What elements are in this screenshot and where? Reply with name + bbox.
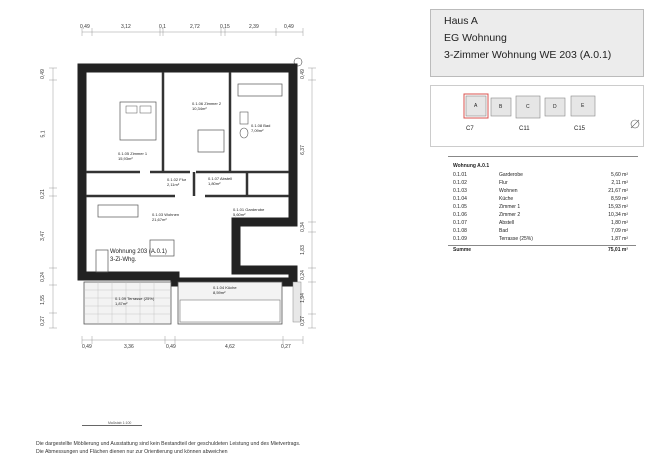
- dim-bottom-3: 0,49: [166, 344, 176, 350]
- dim-bottom-4: 4,62: [225, 344, 235, 350]
- table-top-rule: [448, 156, 638, 157]
- dim-bottom-2: 3,36: [124, 344, 134, 350]
- keyplan-unit-d: D: [553, 104, 557, 110]
- keyplan-label-c11: C11: [519, 126, 530, 132]
- table-title: Wohnung A.0.1: [453, 163, 490, 169]
- table-row: 0.1.02 Flur 2,11 m²: [453, 180, 628, 186]
- keyplan-graphic: [431, 86, 643, 146]
- dim-top-7: 0,49: [284, 24, 294, 30]
- room-label-zimmer1: 0.1.05 Zimmer 1 15,93m²: [118, 151, 148, 161]
- unit-label: [110, 248, 167, 264]
- dim-left-7: 0,27: [39, 316, 46, 326]
- keyplan-label-c15: C15: [574, 126, 586, 132]
- unit-label-1: Wohnung 203 (A.0.1): [110, 249, 167, 255]
- dim-top-3: 0,1: [159, 24, 166, 30]
- room-label-abstell: 0.1.07 Abstell 1,80m²: [208, 176, 233, 186]
- dim-right-3: 0,34: [299, 222, 306, 232]
- scale-bar: [82, 425, 142, 426]
- unit-label-2: 3-Zi-Whg.: [110, 257, 137, 263]
- table-row: 0.1.05 Zimmer 1 15,93 m²: [453, 204, 628, 210]
- dim-left-4: 3,47: [39, 231, 46, 241]
- dim-right-6: 1,94: [299, 293, 306, 303]
- table-sum-row: Summe 75,01 m²: [448, 245, 636, 255]
- dim-right-4: 1,83: [299, 245, 306, 255]
- dim-bottom-5: 0,27: [281, 344, 291, 350]
- title-line-3: 3-Zimmer Wohnung WE 203 (A.0.1): [444, 49, 612, 61]
- dim-right-5: 0,24: [299, 270, 306, 280]
- dim-left-5: 0,24: [39, 272, 46, 282]
- dim-top-2: 3,12: [121, 24, 131, 30]
- dim-top-5: 0,15: [220, 24, 230, 30]
- dim-left-1: 0,49: [39, 69, 46, 79]
- dim-right-7: 0,27: [299, 316, 306, 326]
- dim-top-4: 2,72: [190, 24, 200, 30]
- dim-left-6: 1,55: [39, 295, 46, 305]
- table-row: 0.1.01 Garderobe 5,60 m²: [453, 172, 628, 178]
- keyplan-unit-b: B: [499, 104, 503, 110]
- room-label-garderobe: 0.1.01 Garderobe 5,60m²: [233, 207, 265, 217]
- dim-top-1: 0,49: [80, 24, 90, 30]
- title-line-2: EG Wohnung: [444, 32, 507, 44]
- table-row: 0.1.08 Bad 7,09 m²: [453, 228, 628, 234]
- dim-top-6: 2,39: [249, 24, 259, 30]
- dim-right-2: 6,37: [299, 145, 306, 155]
- scale-text: Maßstab 1:100: [108, 421, 132, 425]
- footer-line-2: Die Abmessungen und Flächen dienen nur zur Orientierung und können abweichen: [36, 449, 228, 455]
- keyplan-unit-c: C: [526, 104, 530, 110]
- room-label-wohnen: 0.1.03 Wohnen 21,67m²: [152, 212, 180, 222]
- footer-line-1: Die dargestellte Möblierung und Ausstattung sind kein Bestandteil der geschuldeten Leistung und des Mietvertrags.: [36, 441, 301, 447]
- keyplan-unit-e: E: [581, 103, 585, 109]
- keyplan-label-c7: C7: [466, 126, 474, 132]
- keyplan: [430, 85, 644, 147]
- title-line-1: Haus A: [444, 15, 478, 27]
- room-label-terrasse: 0.1.09 Terrasse (25%) 1,87m²: [115, 296, 155, 306]
- title-box: [430, 9, 644, 77]
- table-row: 0.1.03 Wohnen 21,67 m²: [453, 188, 628, 194]
- keyplan-unit-a: A: [474, 103, 478, 109]
- room-label-flur: 0.1.02 Flur 2,11m²: [167, 177, 187, 187]
- table-row: 0.1.06 Zimmer 2 10,34 m²: [453, 212, 628, 218]
- table-row: 0.1.04 Küche 8,59 m²: [453, 196, 628, 202]
- table-row: 0.1.07 Abstell 1,80 m²: [453, 220, 628, 226]
- dim-bottom-1: 0,49: [82, 344, 92, 350]
- table-row: 0.1.09 Terrasse (25%) 1,87 m²: [453, 236, 628, 242]
- dim-left-2: 5,1: [40, 130, 47, 138]
- dim-left-3: 0,21: [39, 189, 46, 199]
- dim-right-1: 0,49: [299, 69, 306, 79]
- room-label-bad: 0.1.08 Bad 7,09m²: [251, 123, 271, 133]
- room-label-kueche: 0.1.04 Küche 8,59m²: [213, 285, 237, 295]
- room-label-zimmer2: 0.1.06 Zimmer 2 10,34m²: [192, 101, 222, 111]
